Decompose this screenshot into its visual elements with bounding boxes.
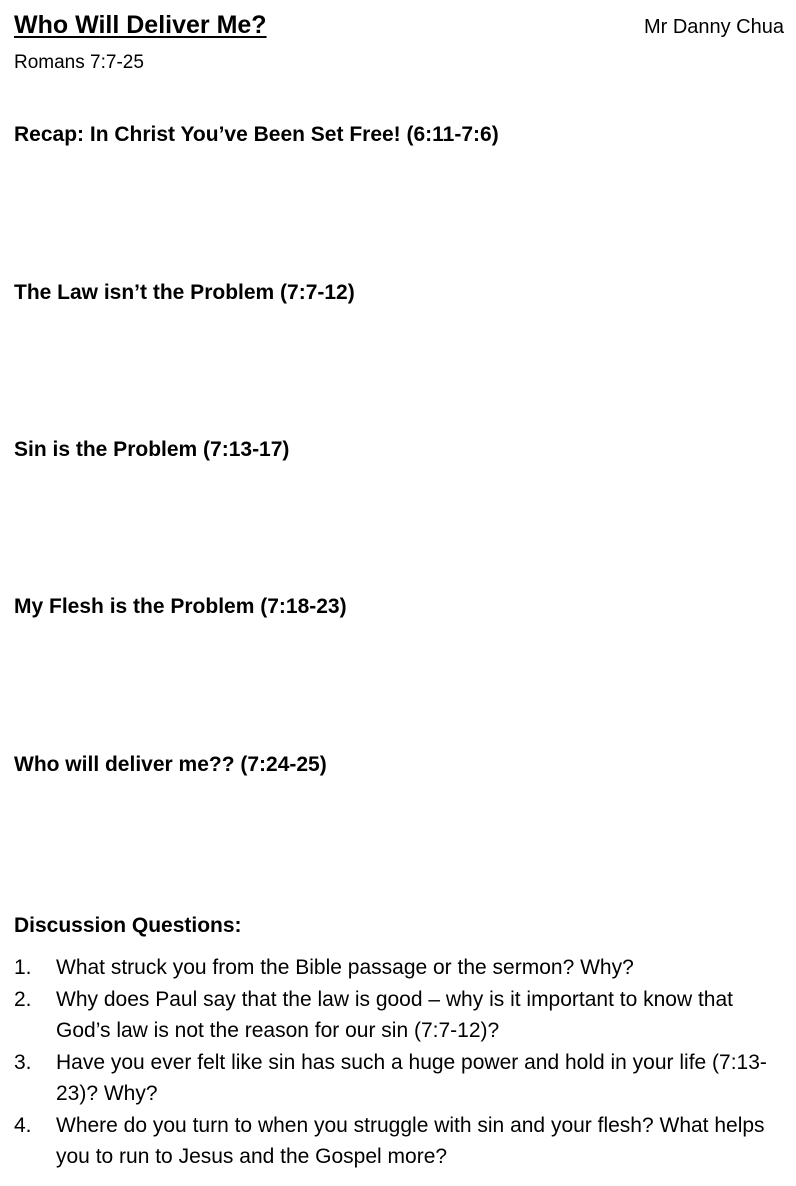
section-heading-sin: Sin is the Problem (7:13-17) — [14, 438, 290, 461]
question-text: What struck you from the Bible passage or the sermon? Why? — [56, 956, 634, 979]
discussion-question — [14, 984, 784, 1047]
discussion-question — [14, 1047, 784, 1110]
discussion-questions-heading: Discussion Questions: — [14, 914, 242, 937]
question-number: 4. — [14, 1113, 32, 1137]
speaker-name: Mr Danny Chua — [643, 16, 784, 38]
question-text: Where do you turn to when you struggle with sin and your flesh? What helps you to run to Jesus and the Gospel more? — [56, 1113, 765, 1168]
discussion-questions-list — [14, 952, 784, 1173]
discussion-question — [14, 952, 784, 984]
section-heading-flesh: My Flesh is the Problem (7:18-23) — [14, 595, 347, 618]
bible-passage-reference: Romans 7:7-25 — [14, 52, 144, 73]
question-text: Have you ever felt like sin has such a huge power and hold in your life (7:13-23)? Why? — [56, 1050, 767, 1105]
section-heading-recap: Recap: In Christ You’ve Been Set Free! (6:11-7:6) — [14, 123, 499, 146]
section-heading-deliver: Who will deliver me?? (7:24-25) — [14, 753, 327, 776]
question-number: 2. — [14, 987, 32, 1011]
question-text: Why does Paul say that the law is good – why is it important to know that God’s law is not the reason for our sin (7:7-12)? — [56, 987, 734, 1042]
section-heading-law: The Law isn’t the Problem (7:7-12) — [14, 281, 355, 304]
question-number: 3. — [14, 1050, 32, 1074]
question-number: 1. — [14, 956, 32, 979]
discussion-question — [14, 1110, 784, 1173]
document-title: Who Will Deliver Me? — [14, 11, 267, 39]
